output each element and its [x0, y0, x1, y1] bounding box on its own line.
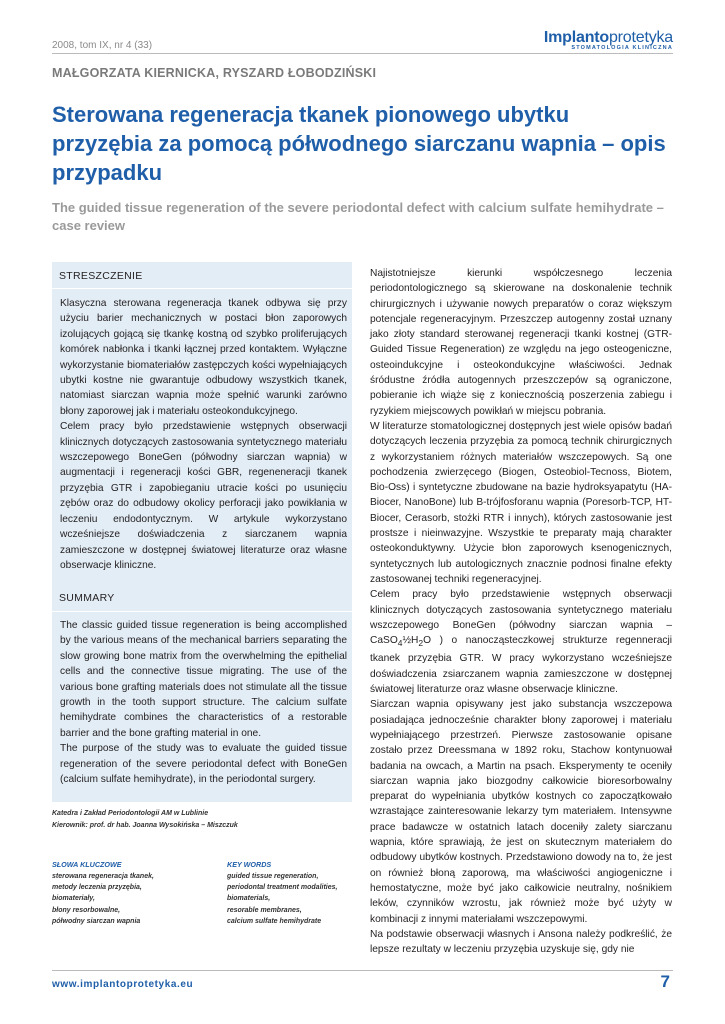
body-paragraph: Najistotniejsze kierunki współczesnego leczenia periodontologicznego są skierowane na doskonalenie technik chirurgicznych i używanie nowych preparatów o coraz większym potencjale regeneracyjnym. Przeszczep autogenny został uznany jako złoty standard sterowanej regeneracji tkanki kostnej (GTR- Guided Tissue Regeneration) ze względu na jego osteogeniczne, osteoindukcyjne i osteokondukcyjne właściwości. Jednak śródustne źródła autogennych przeszczepów są ograniczone, pobieranie ich wiąże się z koniecznością poszerzenia zabiegu i ryzykiem miejscowych powikłań w miejscu pobrania. [370, 268, 672, 417]
summary-divider [52, 611, 352, 612]
affiliation [52, 808, 238, 832]
keyword-item: półwodny siarczan wapnia [52, 917, 141, 925]
body-paragraph: Siarczan wapnia opisywany jest jako substancja wszczepowa posiadająca jednocześnie charakter błony zaporowej i materiału wypełniającego przestrzeń. Pierwsze zastosowanie opisane zostało przez Dreessmana w 1892 roku, Stachow kontynuował badania na owcach, a Martin na psach. Eksperymenty te oceniły siarczan wapnia jako biozgodny całkowicie bioresorbowalny preparat do wypełniania ubytków kostnych co zapoczątkowało wzrastające zainteresowanie lekarzy tym materiałem. Intensywne prace badawcze w ostatnich latach doceniły zalety siarczanu wapnia, które sprawiają, że jest on skutecznym materiałem do odbudowy ubytków kostnych. Przedstawiono dowody na to, że jest on również błoną zaporową, ma właściwości angiogeniczne i hemostatyczne, może być jako całkowicie neutralny, nośnikiem leków, czynników wzrostu, jak również może być użyty w kombinacji z innymi materiałami wszczepowymi. [370, 699, 672, 925]
article-subtitle: The guided tissue regeneration of the severe periodontal defect with calcium sulfate hemihydrate – case review [52, 200, 664, 233]
keyword-item: resorable membranes, [227, 906, 302, 914]
header-divider [52, 53, 673, 54]
logo-light: protetyka [608, 29, 673, 46]
keyword-item: biomateriały, [52, 895, 95, 903]
keywords-polish-list [52, 871, 154, 927]
formula-fraction: ½H [402, 635, 419, 647]
body-paragraph: W literaturze stomatologicznej dostępnych jest wiele opisów badań dotyczących leczenia przyzębia za pomocą technik chirurgicznych z wykorzystaniem różnych materiałów wszczepowych. Są one pochodzenia zwierzęcego (Biogen, Osteobiol-Tecnoss, Biotem, Bio-Oss) i syntetyczne zbudowane na bazie hydroksyapatytu (HA-Biocer, NanoBone) lub B-trójfosforanu wapnia (Poresorb-TCP, HT-Biocer, Cerasorb, stożki RTR i innych), których zastosowanie jest prostsze i nieinwazyjne. Wszystkie te preparaty mają charakter osteokonduktywny. Użycie błon zaporowych ksenogenicznych, syntetycznych lub autologicznych znacznie podnosi finalne efekty zastosowanej techniki regeneracyjnej. [370, 420, 672, 585]
formula-subscript: 2 [418, 638, 424, 649]
summary-paragraph: The purpose of the study was to evaluate the guided tissue regeneration of the severe periodontal defect with BoneGen (calcium sulfate hemihydrate), in the periodontal surgery. [60, 743, 347, 786]
streszczenie-heading: STRESZCZENIE [59, 270, 143, 282]
body-paragraph [370, 587, 672, 697]
formula-text-pre: Celem pracy było przedstawienie wstępnych obserwacji klinicznych dotyczących zastosowania syntetycznego materiału wszczepowego BoneGen (półwodny siarczan wapnia – CaSO [370, 589, 672, 647]
body-paragraph: Na podstawie obserwacji własnych i Ansona należy podkreślić, że lepsze rezultaty w leczeniu przyzębia uzyskuje się, gdy nie [370, 928, 672, 956]
affiliation-department: Katedra i Zakład Periodontologii AM w Lublinie [52, 810, 209, 817]
keyword-item: sterowana regeneracja tkanek, [52, 873, 154, 880]
keywords-polish-heading: SŁOWA KLUCZOWE [52, 860, 122, 869]
summary-text [60, 618, 347, 787]
issue-info: 2008, tom IX, nr 4 (33) [52, 40, 153, 51]
abstract-box [52, 262, 352, 802]
formula-subscript: 4 [397, 638, 403, 649]
keyword-item: periodontal treatment modalities, [227, 884, 338, 892]
summary-paragraph: The classic guided tissue regeneration is being accomplished by the various means of the mechanical barriers separating the slow growing bone matrix from the overwhelming the epithelial cells and the connective tissue migrating. The use of the various bone grafting materials does not stimulate all the tissue growth in the tooth support structure. The calcium sulfate hemihydrate combines the characteristics of a restorable barrier and the bone grafting material in one. [60, 620, 347, 739]
page-number: 7 [660, 972, 670, 991]
formula-text-post: O ) o nanocząsteczkowej strukturze regenneracji tkanek przyzębia GTR. W pracy wykorzystano wcześniejsze doświadczenia zsiarczanem wapnia zamieszczone w dostępnej światowej literaturze oraz własne obserwacje kliniczne. [370, 635, 672, 696]
body-text-column [370, 266, 672, 957]
authors: MAŁGORZATA KIERNICKA, RYSZARD ŁOBODZIŃSKI [52, 66, 377, 80]
affiliation-head: Kierownik: prof. dr hab. Joanna Wysokińska – Miszczuk [52, 822, 238, 829]
article-title: Sterowana regeneracja tkanek pionowego ubytku przyzębia za pomocą półwodnego siarczanu wapnia – opis przypadku [52, 102, 666, 185]
streszczenie-paragraph: Klasyczna sterowana regeneracja tkanek odbywa się przy użyciu barier mechanicznych w postaci błon zaporowych izolujących gojącą się tkankę kostną od szybko proliferujących komórek nabłonka i tkanki łącznej przed kontaktem. Wyłączne wykorzystanie biomateriałów zastępczych kości wypełniających ubytki kostne nie gwarantuje odbudowy wszystkich tkanek, natomiast siarczan wapnia może spełnić warunki zarówno błony zaporowej jak i materiału osteokondukcyjnego. [60, 298, 347, 417]
journal-logo [544, 29, 673, 51]
summary-heading: SUMMARY [59, 592, 115, 604]
keywords-polish [52, 860, 154, 927]
keywords-english-list [227, 871, 337, 927]
keyword-item: calcium sulfate hemihydrate [227, 917, 322, 925]
logo-subtitle: STOMATOLOGIA KLINICZNA [571, 45, 673, 51]
streszczenie-divider [52, 288, 352, 289]
keyword-item: guided tissue regeneration, [227, 873, 319, 880]
footer-website-link[interactable]: www.implantoprotetyka.eu [52, 979, 194, 990]
keywords-english [227, 860, 337, 927]
keyword-item: biomaterials, [227, 895, 271, 903]
streszczenie-paragraph: Celem pracy było przedstawienie wstępnych obserwacji klinicznych dotyczących zastosowania syntetycznego materiału wszczepowego BoneGen (półwodny siarczan wapnia) w augmentacji i regeneracji kości GBR, regeneneracji tkanek przyzębia GTR i zapobieganiu utracie kości po usunięciu zębów oraz do odbudowy okolicy perforacji jako powikłania w leczeniu endodontycznym. W artykule wykorzystano wcześniejsze doświadczenia z siarczanem wapnia zamieszczone w dostępnej światowej literaturze oraz własne obserwacje kliniczne. [60, 421, 347, 571]
logo-main: Implanto [543, 29, 609, 46]
keyword-item: metody leczenia przyzębia, [52, 884, 142, 892]
keyword-item: błony resorbowalne, [52, 906, 121, 914]
streszczenie-text [60, 296, 347, 573]
keywords-english-heading: KEY WORDS [227, 860, 272, 869]
footer-divider [52, 970, 673, 971]
